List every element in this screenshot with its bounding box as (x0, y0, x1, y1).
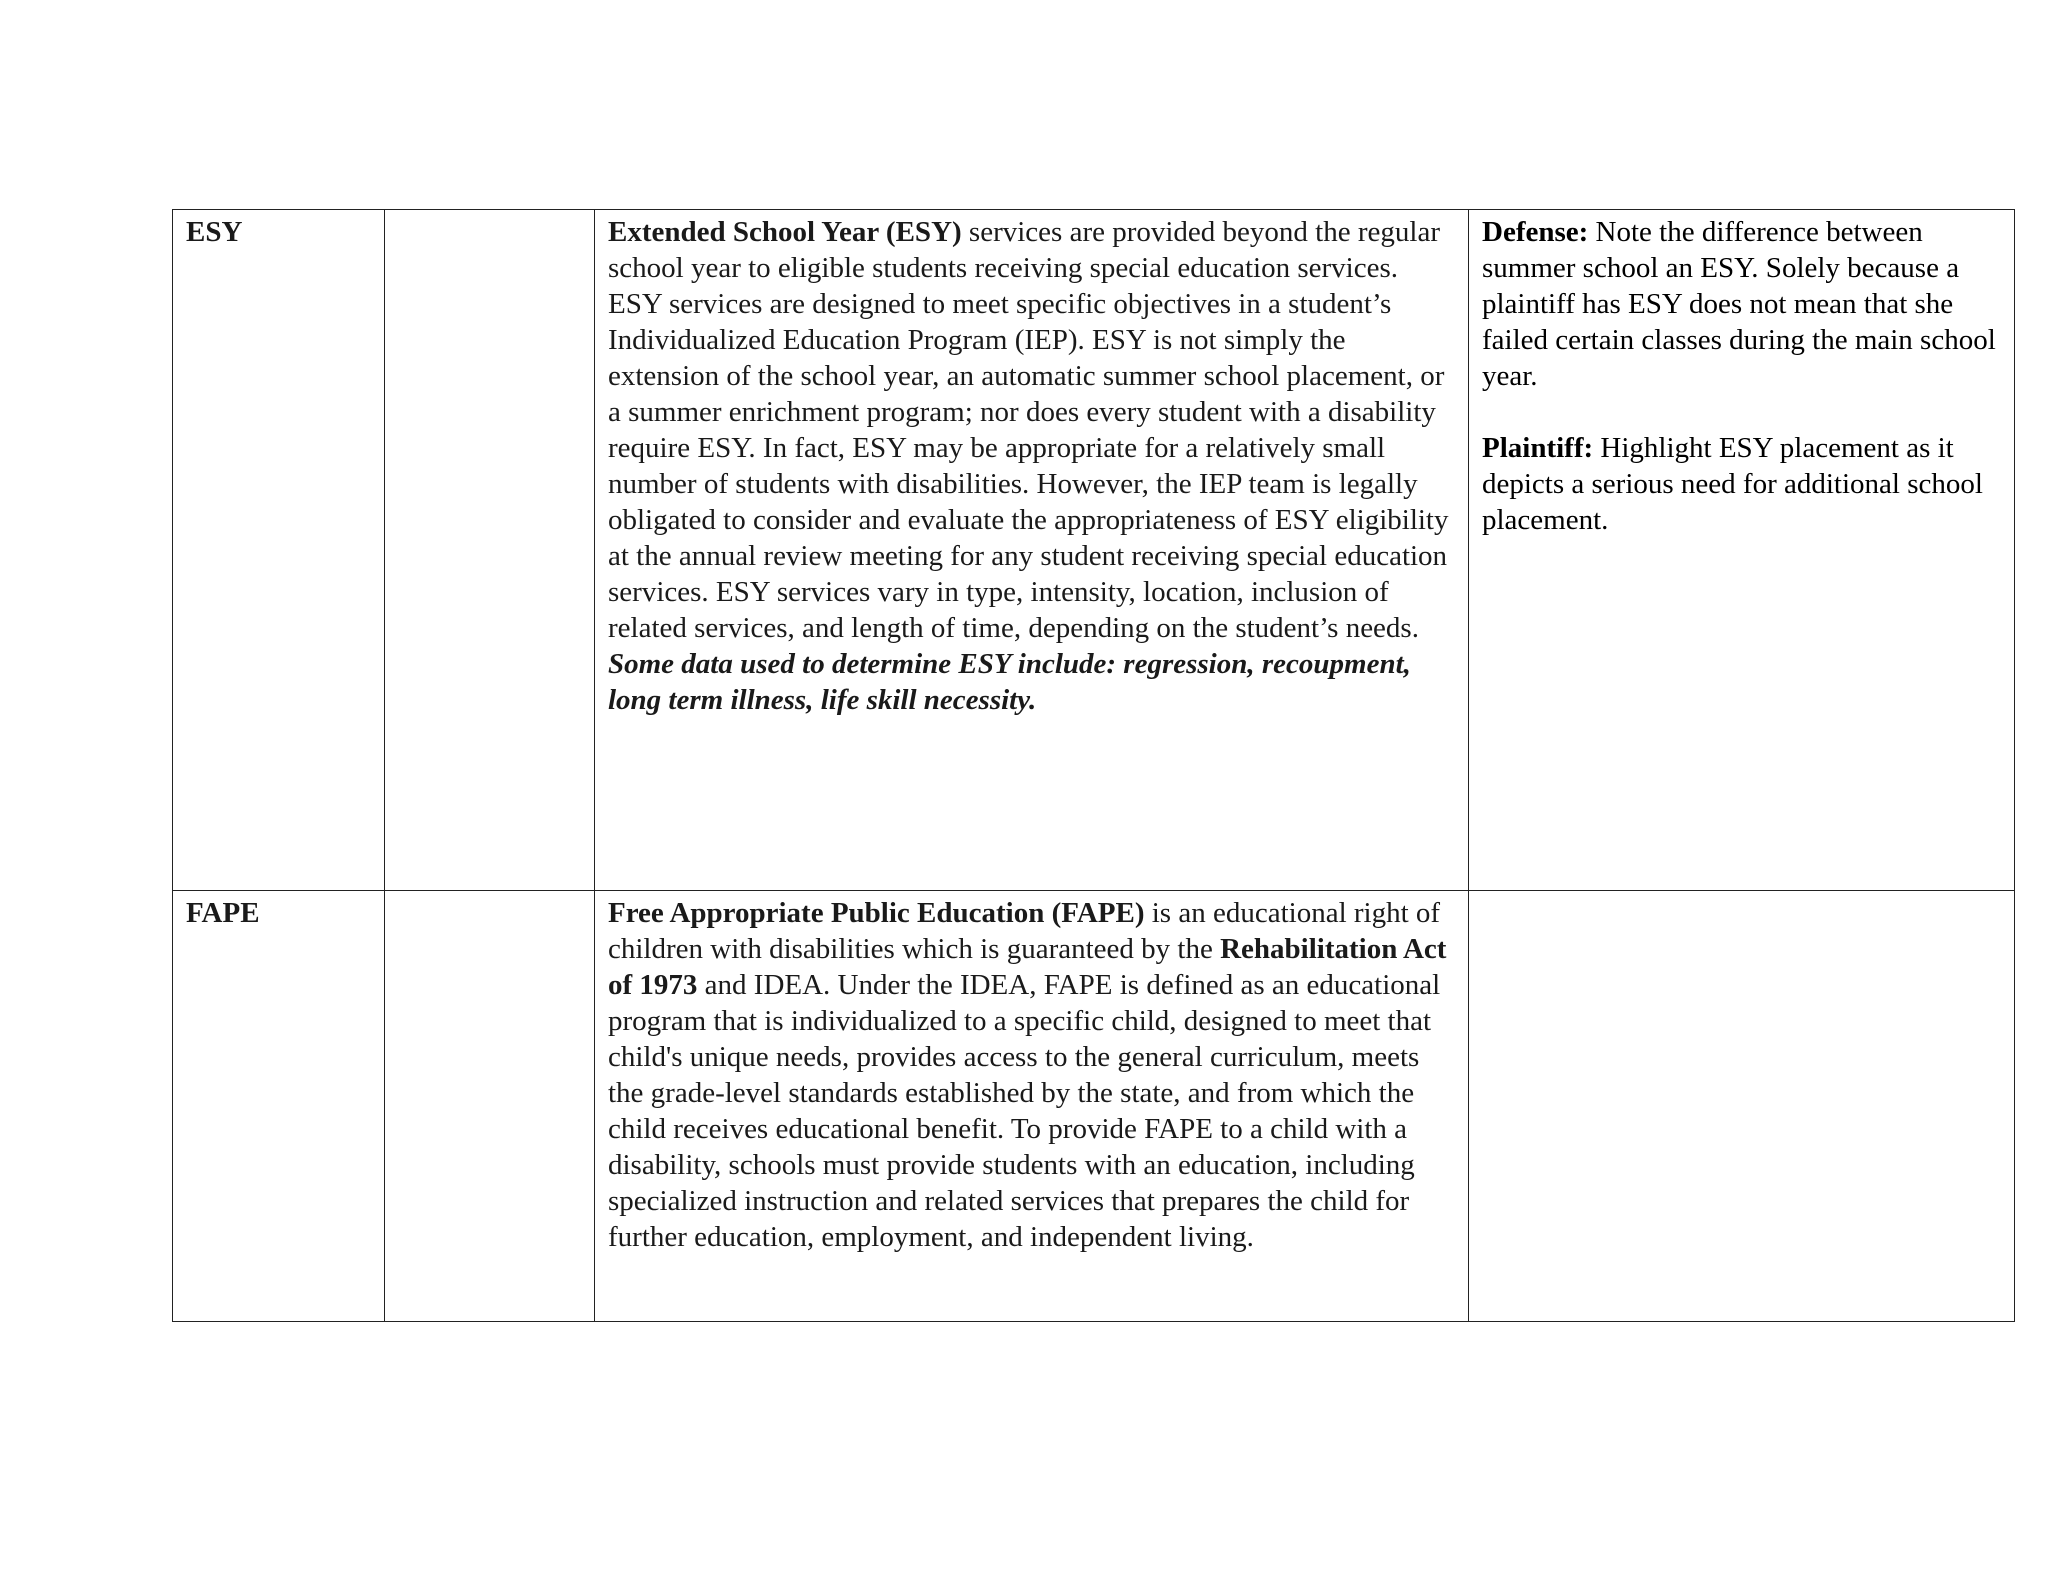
empty-cell (385, 210, 595, 891)
definition-heading: Free Appropriate Public Education (FAPE) (608, 897, 1145, 929)
table-row-esy (173, 210, 2015, 891)
definition-act-name: Rehabilitation Act of 1973 (608, 933, 1447, 1001)
definition-heading: Extended School Year (ESY) (608, 216, 962, 248)
defense-label: Defense: (1482, 216, 1589, 248)
definition-text: is an educational right of children with disabilities which is guaranteed by the (608, 897, 1441, 965)
definition-cell (595, 891, 1469, 1322)
term-label: ESY (186, 216, 243, 248)
term-cell (173, 891, 385, 1322)
notes-cell (1469, 210, 2015, 891)
empty-cell (385, 891, 595, 1322)
definition-text-continued: and IDEA. Under the IDEA, FAPE is defined as an educational program that is individualized to a specific child, designed to meet that child's unique needs, provides access to the general curriculum, meets the grade-level standards established by the state, and from which the child receives educational benefit. To provide FAPE to a child with a disability, schools must provide students with an education, including specialized instruction and related services that prepares the child for further education, employment, and independent living. (608, 969, 1441, 1253)
plaintiff-label: Plaintiff: (1482, 432, 1594, 464)
term-cell (173, 210, 385, 891)
defense-text: Note the difference between summer school an ESY. Solely because a plaintiff has ESY does not mean that she failed certain classes during the main school year. (1482, 216, 1996, 392)
definition-note: Some data used to determine ESY include: regression, recoupment, long term illness, life skill necessity. (608, 648, 1411, 716)
definition-cell (595, 210, 1469, 891)
table-row-fape (173, 891, 2015, 1322)
definition-text: services are provided beyond the regular school year to eligible students receiving special education services. ESY services are designed to meet specific objectives in a student’s Individualized Education Program (IEP). ESY is not simply the extension of the school year, an automatic summer school placement, or a summer enrichment program; nor does every student with a disability require ESY. In fact, ESY may be appropriate for a relatively small number of students with disabilities. However, the IEP team is legally obligated to consider and evaluate the appropriateness of ESY eligibility at the annual review meeting for any student receiving special education services. ESY services vary in type, intensity, location, inclusion of related services, and length of time, depending on the student’s needs. (608, 216, 1449, 644)
plaintiff-text: Highlight ESY placement as it depicts a serious need for additional school placement. (1482, 432, 1983, 536)
notes-cell (1469, 891, 2015, 1322)
glossary-table (172, 209, 2015, 1322)
term-label: FAPE (186, 897, 260, 929)
